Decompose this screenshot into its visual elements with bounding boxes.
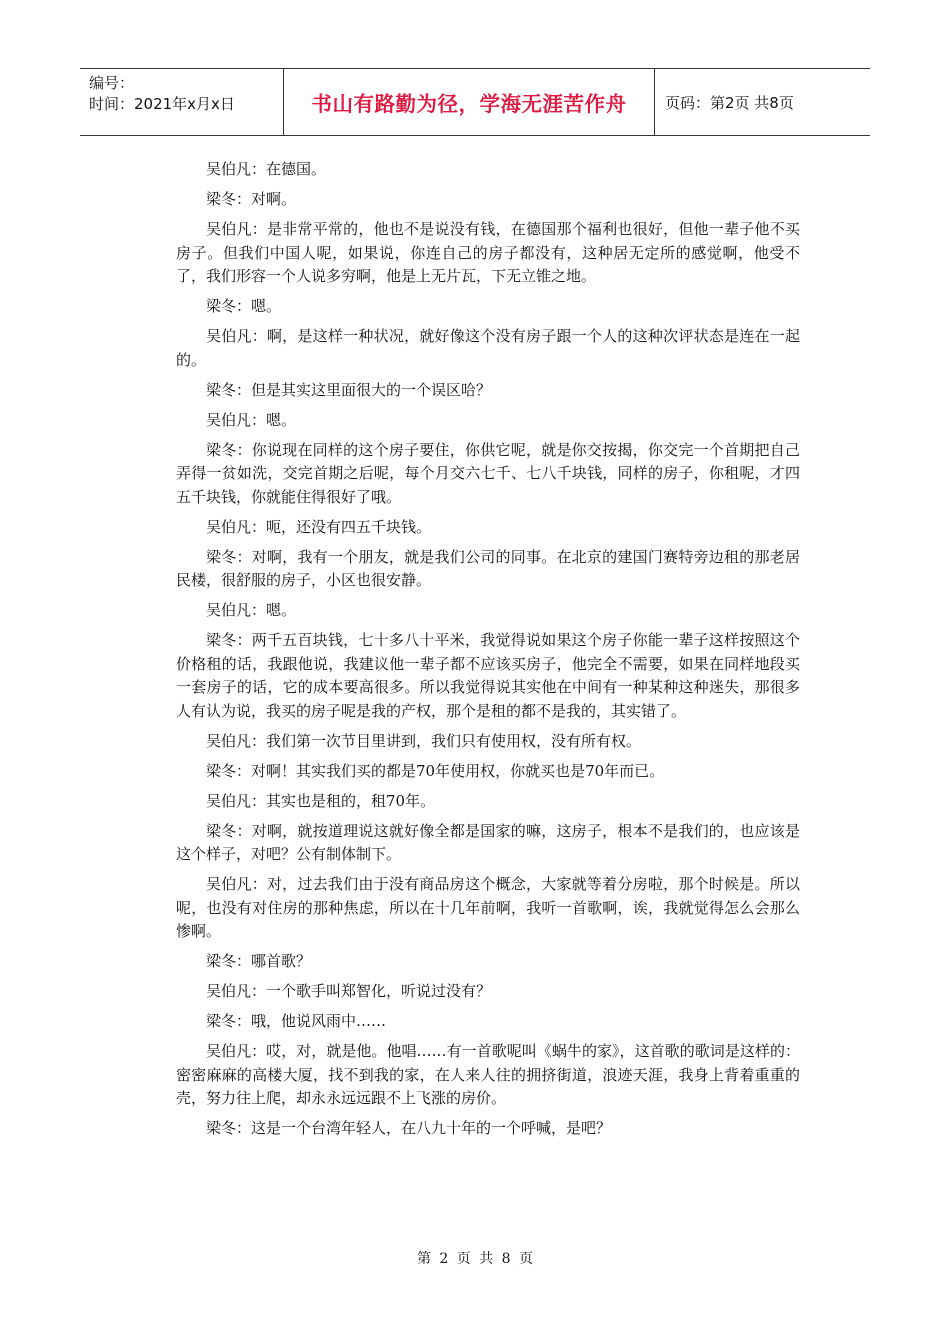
dialogue-paragraph: 吴伯凡：在德国。 <box>206 160 327 178</box>
document-number-label: 编号： <box>89 74 135 92</box>
dialogue-paragraph: 梁冬：你说现在同样的这个房子要住，你供它呢，就是你交按揭，你交完一个首期把自己弄得一贫如洗，交完首期之后呢，每个月交六七千、七八千块钱，同样的房子，你租呢，才四五千块钱，你就能住得很好了哦。 <box>176 440 800 506</box>
header-motto: 书山有路勤为径，学海无涯苦作舟 <box>283 69 655 135</box>
dialogue-paragraph: 梁冬：对啊。 <box>206 190 297 208</box>
dialogue-paragraph: 梁冬：对啊，就按道理说这就好像全都是国家的嘛，这房子，根本不是我们的，也应该是这个样子，对吧？公有制体制下。 <box>176 821 800 863</box>
dialogue-paragraph: 梁冬：对啊！其实我们买的都是70年使用权，你就买也是70年而已。 <box>206 761 665 780</box>
dialogue-paragraph: 吴伯凡：对，过去我们由于没有商品房这个概念，大家就等着分房啦，那个时候是。所以呢，也没有对住房的那种焦虑，所以在十几年前啊，我听一首歌啊，诶，我就觉得怎么会那么惨啊。 <box>176 875 800 940</box>
dialogue-paragraph: 梁冬：两千五百块钱，七十多八十平米，我觉得说如果这个房子你能一辈子这样按照这个价格租的话，我跟他说，我建议他一辈子都不应该买房子，他完全不需要，如果在同样地段买一套房子的话，它的成本要高很多。所以我觉得说其实他在中间有一种某种这种迷失，那很多人有认为说，我买的房子呢是我的产权，那个是租的都不是我的，其实错了。 <box>176 631 800 720</box>
dialogue-paragraph: 吴伯凡：呃，还没有四五千块钱。 <box>206 517 432 536</box>
page-footer: 第 2 页 共 8 页 <box>416 1251 534 1267</box>
document-body <box>176 158 800 1147</box>
page-header <box>80 68 870 136</box>
dialogue-paragraph: 梁冬：但是其实这里面很大的一个误区哈？ <box>206 380 492 399</box>
dialogue-paragraph: 吴伯凡：啊，是这样一种状况，就好像这个没有房子跟一个人的这种次评状态是连在一起的。 <box>176 327 800 369</box>
dialogue-paragraph: 吴伯凡：其实也是租的，租70年。 <box>206 791 436 810</box>
dialogue-paragraph: 吴伯凡：哎，对，就是他。他唱……有一首歌呢叫《蜗牛的家》，这首歌的歌词是这样的：密密麻麻的高楼大厦，找不到我的家，在人来人往的拥挤街道，浪迹天涯，我身上背着重重的壳，努力往上爬，却永永远远跟不上飞涨的房价。 <box>176 1042 800 1107</box>
dialogue-paragraph: 吴伯凡：我们第一次节目里讲到，我们只有使用权，没有所有权。 <box>206 731 642 750</box>
dialogue-paragraph: 梁冬：哪首歌？ <box>206 952 312 970</box>
document-time-label: 时间：2021年x月x日 <box>89 95 235 113</box>
dialogue-paragraph: 吴伯凡：一个歌手叫郑智化，听说过没有？ <box>206 982 492 1000</box>
dialogue-paragraph: 梁冬：这是一个台湾年轻人，在八九十年的一个呼喊，是吧？ <box>206 1119 612 1137</box>
dialogue-paragraph: 吴伯凡：嗯。 <box>206 410 297 429</box>
dialogue-paragraph: 梁冬：对啊，我有一个朋友，就是我们公司的同事。在北京的建国门赛特旁边租的那老居民楼，很舒服的房子，小区也很安静。 <box>176 547 800 589</box>
dialogue-paragraph: 梁冬：嗯。 <box>206 297 282 315</box>
header-meta <box>80 69 283 135</box>
dialogue-paragraph: 吴伯凡：是非常平常的，他也不是说没有钱，在德国那个福利也很好，但他一辈子他不买房子。但我们中国人呢，如果说，你连自己的房子都没有，这种居无定所的感觉啊，他受不了，我们形容一个人说多穷啊，他是上无片瓦，下无立锥之地。 <box>176 220 800 285</box>
dialogue-paragraph: 梁冬：哦，他说风雨中…… <box>206 1012 387 1030</box>
dialogue-paragraph: 吴伯凡：嗯。 <box>206 601 297 619</box>
header-page-info: 页码：第2页 共8页 <box>665 93 794 112</box>
